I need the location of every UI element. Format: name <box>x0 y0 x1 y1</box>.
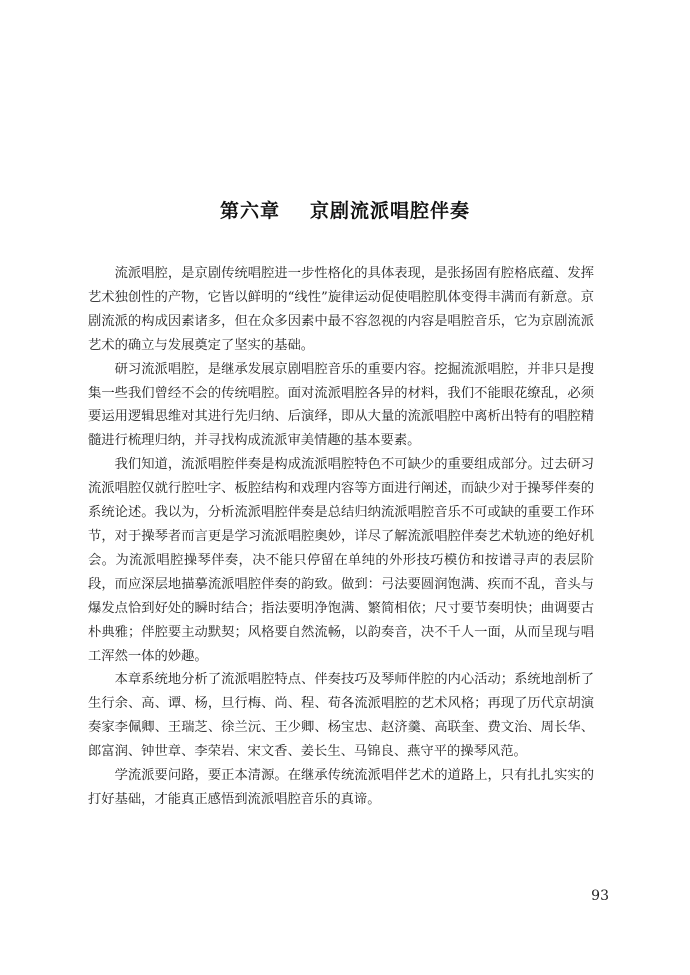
page-number: 93 <box>591 888 609 904</box>
paragraph: 学流派要问路，要正本清源。在继承传统流派唱伴艺术的道路上，只有扎扎实实的打好基础，才能真正感悟到流派唱腔音乐的真谛。 <box>88 768 594 807</box>
chapter-name: 京剧流派唱腔伴奏 <box>310 200 471 222</box>
paragraph: 研习流派唱腔，是继承发展京剧唱腔音乐的重要内容。挖掘流派唱腔，并非只是搜集一些我们曾经不会的传统唱腔。面对流派唱腔各异的材料，我们不能眼花缭乱，必须要运用逻辑思维对其进行先归纳、后演绎，即从大量的流派唱腔中离析出特有的唱腔精髓进行梳理归纳，并寻找构成流派审美情趣的基本要素。 <box>88 361 594 449</box>
paragraph: 本章系统地分析了流派唱腔特点、伴奏技巧及琴师伴腔的内心活动；系统地剖析了生行余、高、谭、杨，旦行梅、尚、程、荀各流派唱腔的艺术风格；再现了历代京胡演奏家李佩卿、王瑞芝、徐兰沅、王少卿、杨宝忠、赵济羹、高联奎、费文治、周长华、郎富润、钟世章、李荣岩、宋文香、姜长生、马锦良、燕守平的操琴风范。 <box>88 672 594 760</box>
body-text <box>88 262 594 812</box>
paragraph: 我们知道，流派唱腔伴奏是构成流派唱腔特色不可缺少的重要组成部分。过去研习流派唱腔仅就行腔吐字、板腔结构和戏理内容等方面进行阐述，而缺少对于操琴伴奏的系统论述。我以为，分析流派唱腔伴奏是总结归纳流派唱腔音乐不可或缺的重要工作环节，对于操琴者而言更是学习流派唱腔奥妙，详尽了解流派唱腔伴奏艺术轨迹的绝好机会。为流派唱腔操琴伴奏，决不能只停留在单纯的外形技巧模仿和按谱寻声的表层阶段，而应深层地描摹流派唱腔伴奏的韵致。做到：弓法要圆润饱满、疾而不乱，音头与爆发点恰到好处的瞬时结合；指法要明净饱满、繁简相依；尺寸要节奏明快；曲调要古朴典雅；伴腔要主动默契；风格要自然流畅，以韵奏音，决不千人一面，从而呈现与唱工浑然一体的妙趣。 <box>88 457 594 664</box>
chapter-title <box>0 196 690 223</box>
paragraph: 流派唱腔，是京剧传统唱腔进一步性格化的具体表现，是张扬固有腔格底蕴、发挥艺术独创性的产物，它皆以鲜明的“线性”旋律运动促使唱腔肌体变得丰满而有新意。京剧流派的构成因素诸多，但在众多因素中最不容忽视的内容是唱腔音乐，它为京剧流派艺术的确立与发展奠定了坚实的基础。 <box>88 266 594 353</box>
chapter-number: 第六章 <box>219 200 280 222</box>
